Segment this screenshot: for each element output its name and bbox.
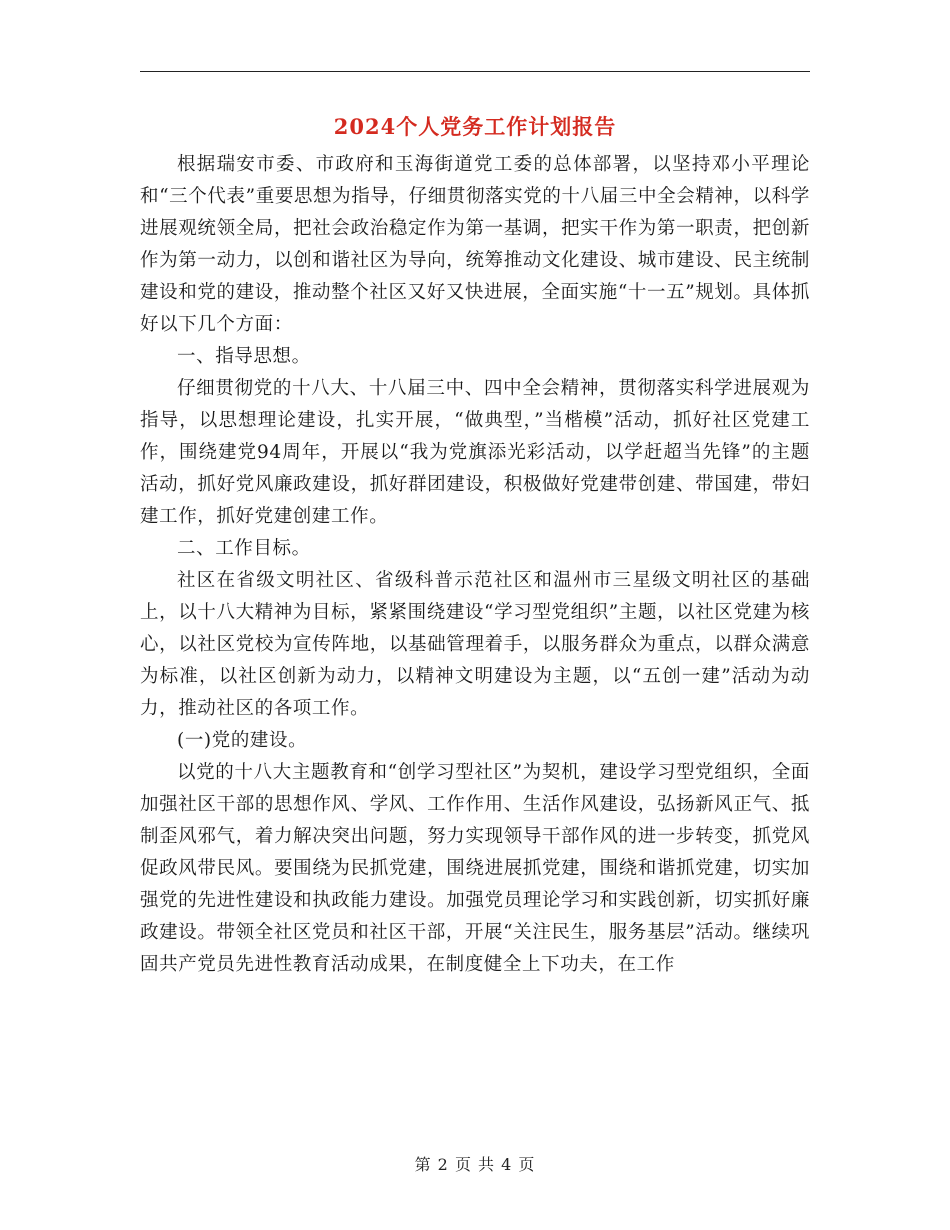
header-rule [140, 71, 810, 72]
work-goals-paragraph: 社区在省级文明社区、省级科普示范社区和温州市三星级文明社区的基础上，以十八大精神为目标，紧紧围绕建设“学习型党组织”主题，以社区党建为核心，以社区党校为宣传阵地，以基础管理着手，以服务群众为重点，以群众满意为标准，以社区创新为动力，以精神文明建设为主题，以“五创一建”活动为动力，推动社区的各项工作。 [140, 570, 810, 719]
document-body [140, 149, 810, 981]
section-heading-guiding-ideology: 一、指导思想。 [177, 346, 311, 367]
document-title: 2024个人党务工作计划报告 [333, 114, 617, 139]
party-building-paragraph: 以党的十八大主题教育和“创学习型社区”为契机，建设学习型党组织，全面加强社区干部的思想作风、学风、工作作用、生活作风建设，弘扬新风正气、抵制歪风邪气，着力解决突出问题，努力实现领导干部作风的进一步转变，抓党风促政风带民风。要围绕为民抓党建，围绕进展抓党建，围绕和谐抓党建，切实加强党的先进性建设和执政能力建设。加强党员理论学习和实践创新，切实抓好廉政建设。带领全社区党员和社区干部，开展“关注民生，服务基层”活动。继续巩固共产党员先进性教育活动成果，在制度健全上下功夫，在工作 [140, 762, 810, 975]
page-number: 第 2 页 共 4 页 [414, 1155, 536, 1174]
subsection-heading-party-building: (一)党的建设。 [177, 730, 308, 751]
intro-paragraph: 根据瑞安市委、市政府和玉海街道党工委的总体部署，以坚持邓小平理论和“三个代表”重要思想为指导，仔细贯彻落实党的十八届三中全会精神，以科学进展观统领全局，把社会政治稳定作为第一基调，把实干作为第一职责，把创新作为第一动力，以创和谐社区为导向，统筹推动文化建设、城市建设、民主统制建设和党的建设，推动整个社区又好又快进展，全面实施“十一五”规划。具体抓好以下几个方面： [140, 154, 810, 335]
guiding-ideology-paragraph: 仔细贯彻党的十八大、十八届三中、四中全会精神，贯彻落实科学进展观为指导，以思想理论建设，扎实开展，“做典型，”当楷模”活动，抓好社区党建工作，围绕建党94周年，开展以“我为党旗添光彩活动，以学赶超当先锋”的主题活动，抓好党风廉政建设，抓好群团建设，积极做好党建带创建、带国建，带妇建工作，抓好党建创建工作。 [140, 378, 810, 527]
section-heading-work-goals: 二、工作目标。 [177, 538, 311, 559]
